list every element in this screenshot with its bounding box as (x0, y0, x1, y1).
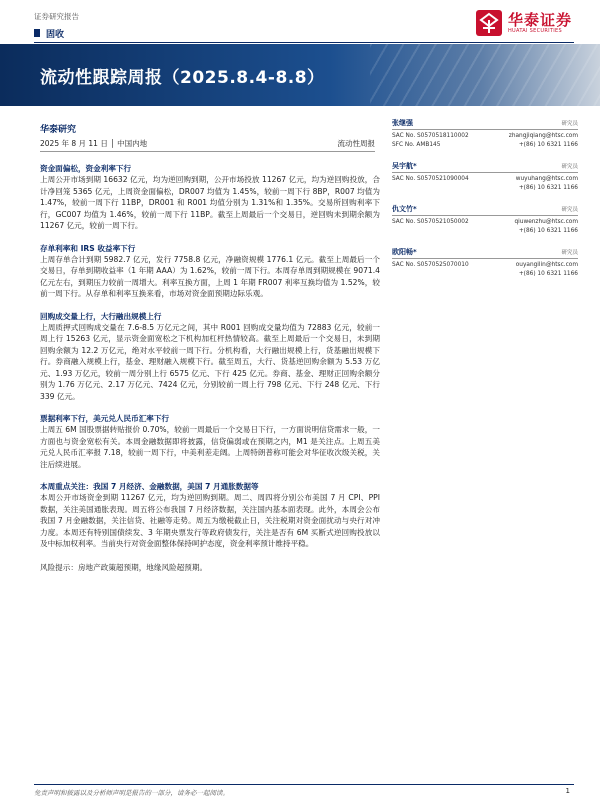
analyst-phone: +(86) 10 6321 1166 (518, 228, 578, 234)
analyst-name: 吴宇航* (392, 162, 417, 170)
date-region: 2025 年 8 月 11 日 │ 中国内地 (40, 139, 148, 148)
section-body: 本周公开市场资金到期 11267 亿元，均为逆回购到期。周二、周四将分别公布美国 7 月 CPI、PPI 数据，关注美国通胀表现。周五将公布我国 7 月经济数据，关注国内基本面表现。此外，本周会公布我国 7 月金融数据，关注信贷、社融等走势。周五为缴税截止日，关注税期对资金面扰动与央行对冲力度。本周还有特别国债续发、3 年期央票发行等政府债发行，关注是否有 6M 买断式逆回购投放以及中标加权利率。当前央行对资金面整体保持呵护态度，资金利率预计维持平稳。 (40, 493, 380, 548)
analyst-license: SFC No. AMB145 (392, 142, 441, 148)
section-title: 存单利率和 IRS 收益率下行 (40, 243, 136, 253)
analyst-phone: +(86) 10 6321 1166 (518, 142, 578, 148)
section-title: 回购成交量上行，大行融出规模上行 (40, 311, 162, 321)
analyst-phone: +(86) 10 6321 1166 (518, 185, 578, 191)
analyst-email[interactable]: ouyangilin@htsc.com (515, 262, 578, 268)
analyst-role: 研究员 (561, 207, 578, 213)
analyst-role: 研究员 (561, 121, 578, 127)
company-logo (476, 10, 572, 36)
doc-type-label: 证券研究报告 (34, 12, 79, 21)
section-body: 上周公开市场到期 16632 亿元，均为逆回购到期，公开市场投放 11267 亿元，均为逆回购投放，合计净回笼 5365 亿元，上周资金面偏松，DR007 均值为 1.45%，较前一周下行 8BP，R007 均值为 1.47%，较前一周下行 11BP，DR001 和 R001 均值分别为 1.31%和 1.35%。交易所回购利率下行，GC007 均值为 1.46%，较前一周下行 11BP。截至上周最后一个交易日，逆回购未到期余额为 11267 亿元，较前一周下行。 (40, 175, 380, 230)
analyst-name: 张继强 (392, 119, 413, 127)
analyst-phone: +(86) 10 6321 1166 (518, 271, 578, 277)
report-type: 流动性周报 (337, 139, 375, 148)
analyst-email[interactable]: zhangjiqiang@htsc.com (508, 133, 578, 139)
analyst-name: 仇文竹* (392, 205, 417, 213)
section-title: 本周重点关注：我国 7 月经济、金融数据，美国 7 月通胀数据等 (40, 482, 259, 491)
analyst-role: 研究员 (561, 164, 578, 170)
section-title: 资金面偏松，资金利率下行 (40, 164, 132, 173)
page-number: 1 (565, 787, 570, 795)
analyst-card (392, 161, 578, 193)
analyst-role: 研究员 (561, 250, 578, 256)
meta-row (40, 138, 375, 149)
analyst-email[interactable]: wuyuhang@htsc.com (515, 176, 578, 182)
meta-divider (40, 151, 375, 152)
analyst-license: SAC No. S0570518110002 (392, 133, 469, 139)
huatai-logo-icon (476, 10, 502, 36)
analyst-card (392, 118, 578, 150)
section-body: 上周质押式回购成交量在 7.6-8.5 万亿元之间，其中 R001 回购成交量均值为 72883 亿元，较前一周上行 15263 亿元，显示资金面宽松之下机构加杠杆热情较高。截至上周最后一个交易日，未到期回购余额为 12.2 万亿元，绝对水平较前一周下行。分机构看，大行融出规模上行，货基融出规模下行。券商融入规模上行，基金、理财融入规模下行。截至周五，大行、货基逆回购余额为 5.53 万亿元、1.93 万亿元，较前一周分别上行 6575 亿元、下行 425 亿元。券商、基金、理财正回购余额分别为 1.76 万亿元、2.17 万亿元、7424 亿元，分别较前一周上行 798 亿元、下行 248 亿元、下行 339 亿元。 (40, 322, 380, 401)
section-title: 票据利率下行，美元兑人民币汇率下行 (40, 414, 170, 423)
analyst-license: SAC No. S0570521090004 (392, 176, 469, 182)
category-marker (34, 29, 40, 37)
risk-warning: 风险提示：房地产政策超预期，地缘风险超预期。 (40, 562, 208, 572)
category-label: 固收 (46, 30, 65, 40)
analyst-email[interactable]: qiuwenzhu@htsc.com (514, 219, 578, 225)
header-divider (34, 42, 574, 43)
footer-divider (34, 784, 574, 785)
section-body: 上周五 6M 国股票据转贴报价 0.70%，较前一周最后一个交易日下行，一方面说明信贷需求一般，一方面也与资金宽松有关。本周金融数据即将披露，信贷偏弱或在预期之内，M1 是关注点。上周五美元兑人民币汇率报 7.18，较前一周下行，中美利差走阔。上周特朗普称可能会对华征收次级关税，关注后续进展。 (40, 425, 380, 469)
title-banner (0, 44, 600, 106)
section-body: 上周存单合计到期 5982.7 亿元，发行 7758.8 亿元，净融资规模 1776.1 亿元。截至上周最后一个交易日，存单到期收益率（1 年期 AAA）为 1.62%，较前一周下行。本周存单周到期规模在 9071.4 亿元左右，到期压力较前一周增大。利率互换方面，上周 1 年期 FR007 利率互换均值为 1.52%，较前一周下行。从存单和利率互换来看，市场对资金面预期边际乐观。 (40, 254, 380, 298)
analyst-license: SAC No. S0570525070010 (392, 262, 469, 268)
logo-name-cn: 华泰证券 (507, 11, 572, 29)
analyst-name: 欧阳畅* (392, 248, 417, 256)
analyst-license: SAC No. S0570521050002 (392, 219, 469, 225)
main-content (40, 157, 380, 573)
research-org: 华泰研究 (40, 125, 77, 135)
analyst-sidebar (392, 118, 578, 290)
report-title: 流动性跟踪周报（2025.8.4-8.8） (40, 68, 325, 88)
disclaimer-note: 免责声明和披露以及分析师声明是报告的一部分，请务必一起阅读。 (34, 789, 229, 797)
analyst-card (392, 247, 578, 279)
logo-name-en: HUATAI SECURITIES (507, 28, 562, 34)
analyst-card (392, 204, 578, 236)
